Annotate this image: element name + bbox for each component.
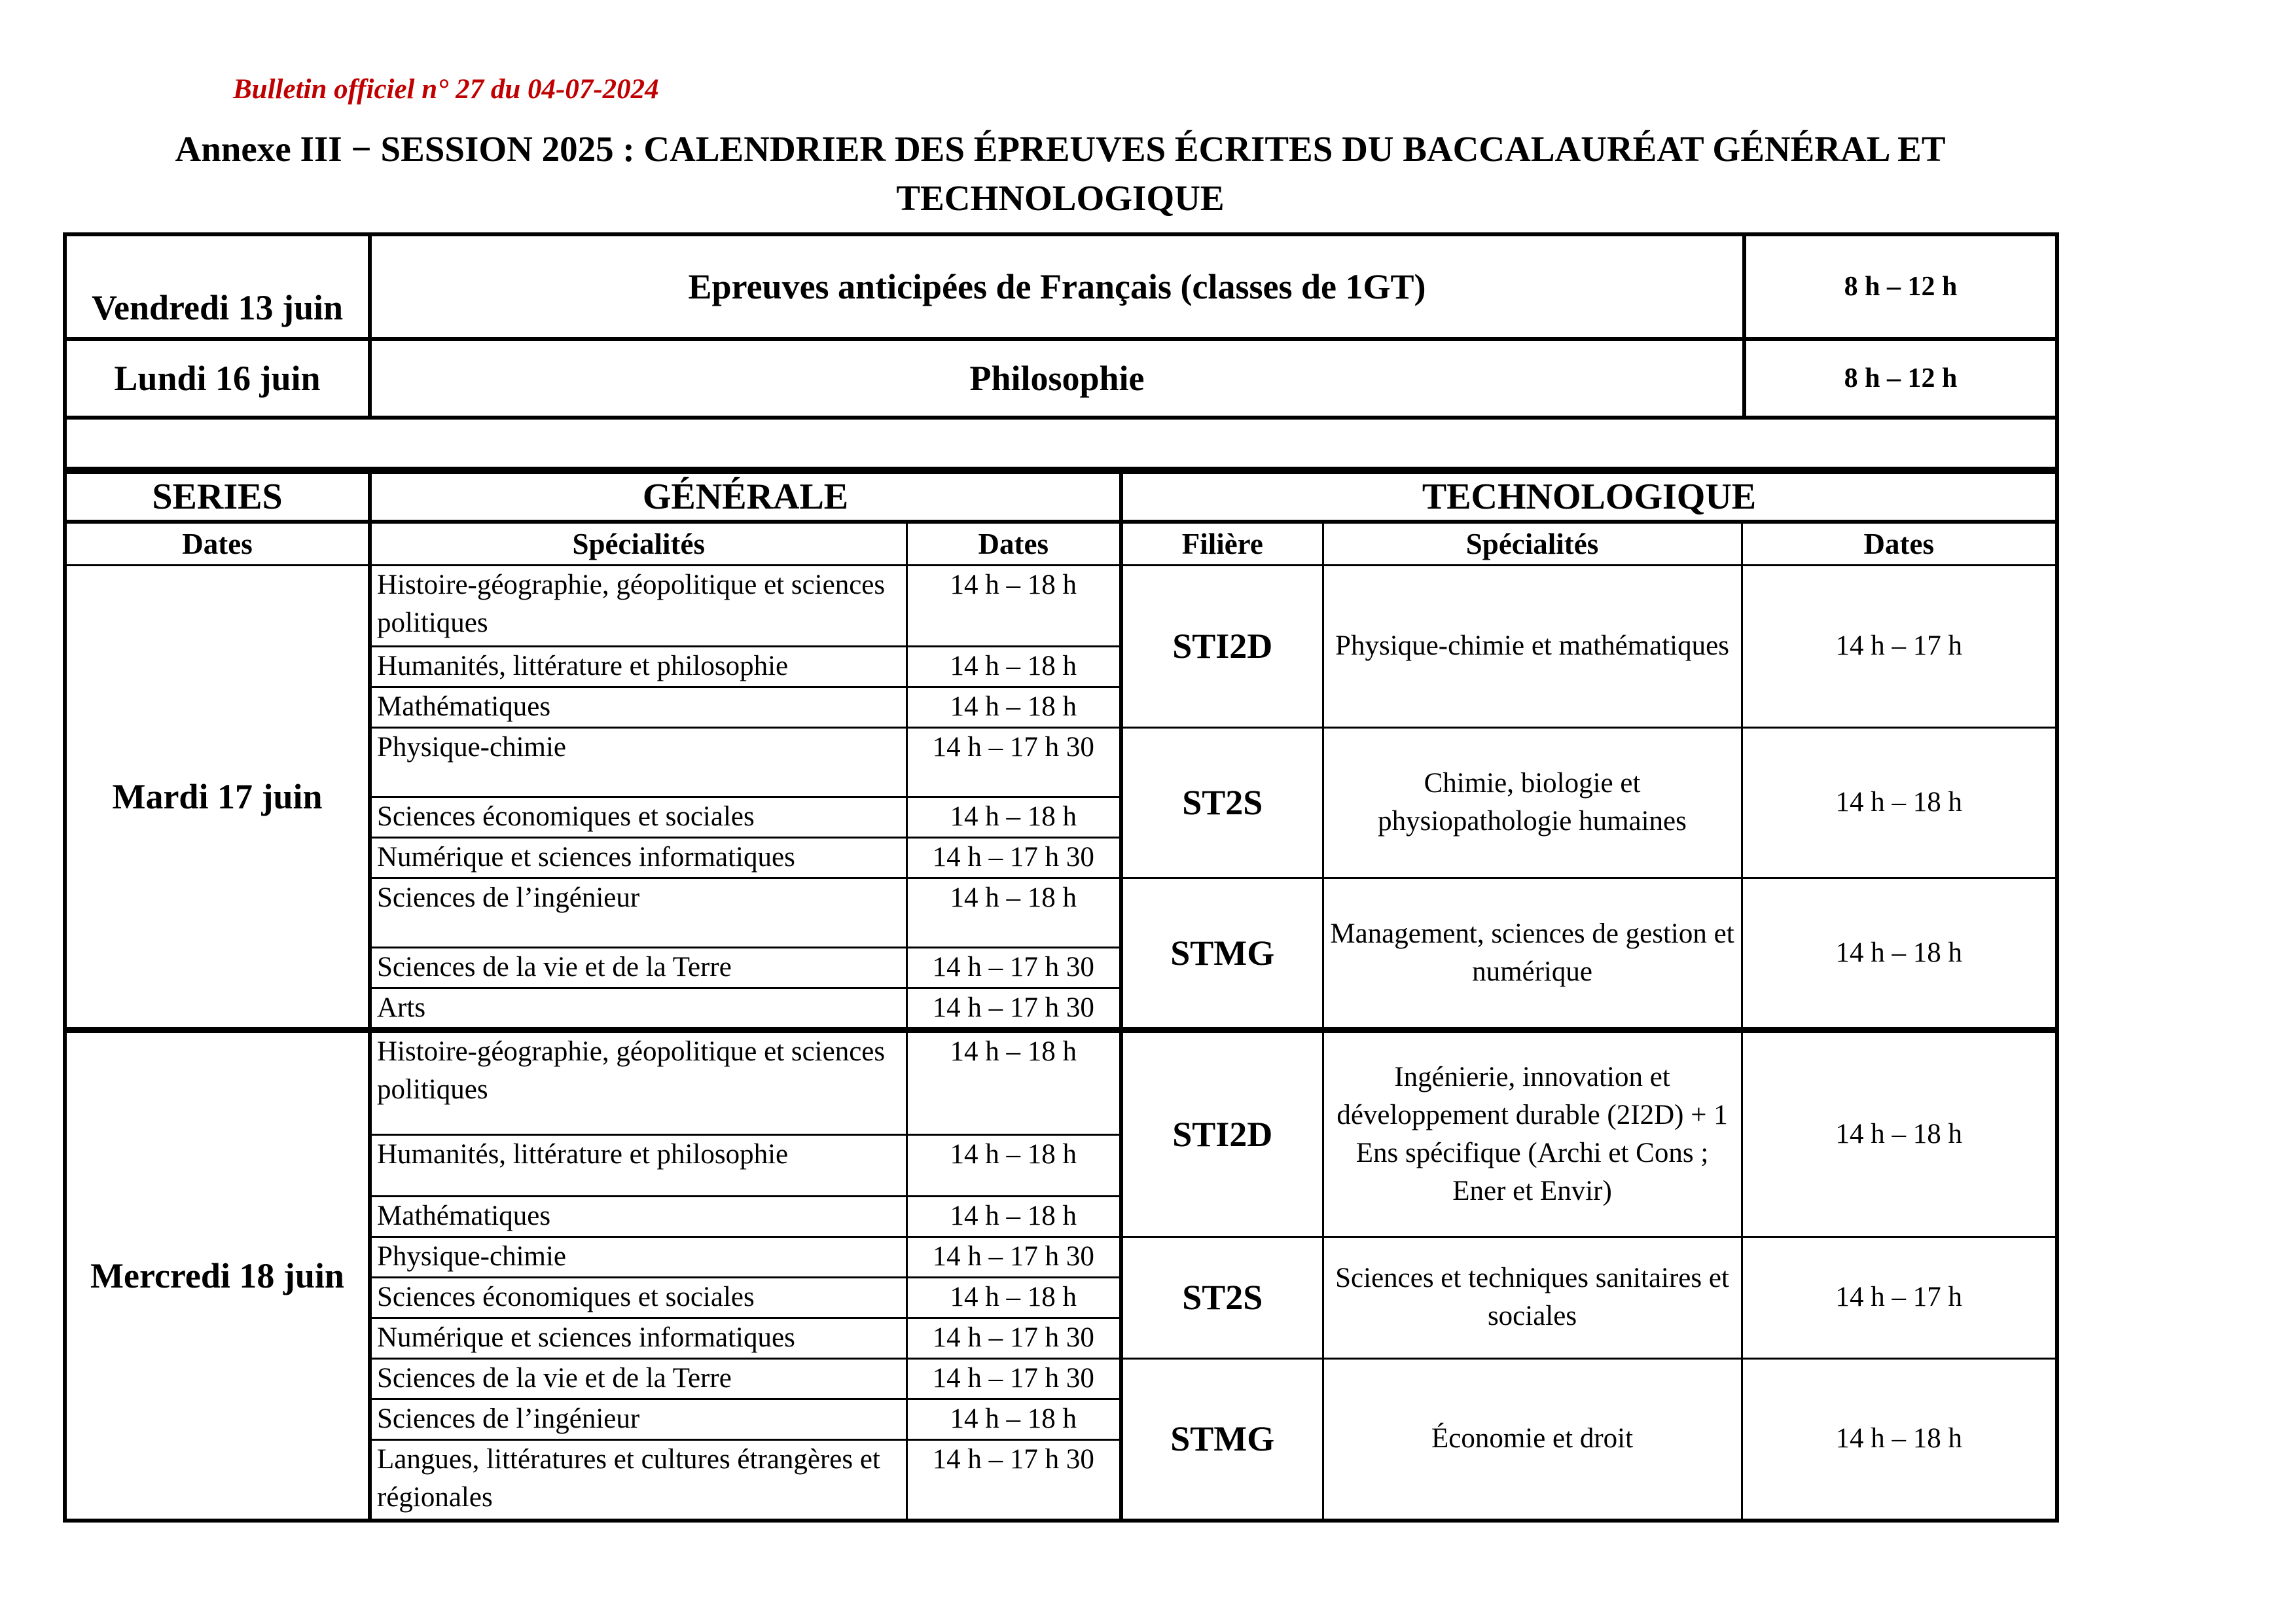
general-time: 14 h – 18 h: [906, 1277, 1121, 1318]
general-specialty: Sciences de la vie et de la Terre: [370, 1358, 906, 1399]
tech-time: 14 h – 18 h: [1742, 1358, 2057, 1521]
blank-cell: [65, 418, 2057, 469]
filiere-sti2d: STI2D: [1121, 565, 1323, 727]
specialties-exams-table: [63, 470, 2059, 1523]
general-time: 14 h – 18 h: [906, 1196, 1121, 1236]
filiere-header: Filière: [1121, 522, 1323, 565]
exam-date: Lundi 16 juin: [65, 339, 370, 418]
page-title-line-2: TECHNOLOGIQUE: [896, 178, 1225, 218]
exam-time: 8 h – 12 h: [1744, 234, 2057, 339]
table-row: [65, 339, 2057, 418]
general-specialty: Humanités, littérature et philosophie: [370, 1134, 906, 1196]
dates-header: Dates: [65, 522, 370, 565]
header-row: [65, 472, 2057, 522]
general-time: 14 h – 17 h 30: [906, 837, 1121, 878]
general-specialty: Numérique et sciences informatiques: [370, 1318, 906, 1358]
subheader-row: [65, 522, 2057, 565]
general-time: 14 h – 18 h: [906, 1030, 1121, 1134]
tech-time: 14 h – 18 h: [1742, 727, 2057, 878]
filiere-sti2d: STI2D: [1121, 1030, 1323, 1236]
exam-name: Epreuves anticipées de Français (classes de 1GT): [370, 234, 1744, 339]
page-title: [65, 124, 2055, 223]
generale-header: GÉNÉRALE: [370, 472, 1121, 522]
exam-name: Philosophie: [370, 339, 1744, 418]
dates-tech-header: Dates: [1742, 522, 2057, 565]
tech-time: 14 h – 18 h: [1742, 878, 2057, 1030]
specialites-header: Spécialités: [370, 522, 906, 565]
tech-specialty: Chimie, biologie et physiopathologie humaines: [1323, 727, 1742, 878]
general-time: 14 h – 17 h 30: [906, 1318, 1121, 1358]
page-title-line-1: Annexe III − SESSION 2025 : CALENDRIER DES ÉPREUVES ÉCRITES DU BACCALAURÉAT GÉNÉRAL ET: [175, 129, 1946, 169]
table-row: [65, 1030, 2057, 1134]
general-time: 14 h – 17 h 30: [906, 1439, 1121, 1521]
general-specialty: Physique-chimie: [370, 1236, 906, 1277]
table-row: [65, 234, 2057, 339]
filiere-stmg: STMG: [1121, 878, 1323, 1030]
tech-time: 14 h – 17 h: [1742, 565, 2057, 727]
general-specialty: Mathématiques: [370, 1196, 906, 1236]
general-time: 14 h – 18 h: [906, 797, 1121, 837]
general-specialty: Langues, littératures et cultures étrangères et régionales: [370, 1439, 906, 1521]
general-time: 14 h – 18 h: [906, 1134, 1121, 1196]
filiere-stmg: STMG: [1121, 1358, 1323, 1521]
general-specialty: Sciences de l’ingénieur: [370, 878, 906, 947]
tech-time: 14 h – 18 h: [1742, 1030, 2057, 1236]
spacer-row: [65, 418, 2057, 469]
general-time: 14 h – 17 h 30: [906, 947, 1121, 988]
general-specialty: Histoire-géographie, géopolitique et sciences politiques: [370, 565, 906, 646]
general-time: 14 h – 18 h: [906, 565, 1121, 646]
general-specialty: Sciences économiques et sociales: [370, 797, 906, 837]
tech-time: 14 h – 17 h: [1742, 1236, 2057, 1358]
general-time: 14 h – 17 h 30: [906, 1236, 1121, 1277]
general-specialty: Mathématiques: [370, 687, 906, 727]
general-specialty: Physique-chimie: [370, 727, 906, 797]
general-time: 14 h – 17 h 30: [906, 1358, 1121, 1399]
tech-specialty: Ingénierie, innovation et développement durable (2I2D) + 1 Ens spécifique (Archi et Cons ; Ener et Envir): [1323, 1030, 1742, 1236]
general-specialty: Sciences économiques et sociales: [370, 1277, 906, 1318]
tech-specialty: Économie et droit: [1323, 1358, 1742, 1521]
bulletin-reference: Bulletin officiel n° 27 du 04-07-2024: [233, 74, 659, 105]
day-wednesday: Mercredi 18 juin: [65, 1030, 370, 1521]
specialites-tech-header: Spécialités: [1323, 522, 1742, 565]
general-specialty: Arts: [370, 988, 906, 1030]
series-header: SERIES: [65, 472, 370, 522]
anticipated-exams-table: [63, 232, 2059, 471]
day-tuesday: Mardi 17 juin: [65, 565, 370, 1030]
general-time: 14 h – 18 h: [906, 1399, 1121, 1439]
technologique-header: TECHNOLOGIQUE: [1121, 472, 2057, 522]
exam-date: Vendredi 13 juin: [65, 234, 370, 339]
general-time: 14 h – 18 h: [906, 687, 1121, 727]
general-specialty: Numérique et sciences informatiques: [370, 837, 906, 878]
general-specialty: Sciences de l’ingénieur: [370, 1399, 906, 1439]
general-specialty: Sciences de la vie et de la Terre: [370, 947, 906, 988]
tech-specialty: Sciences et techniques sanitaires et sociales: [1323, 1236, 1742, 1358]
general-time: 14 h – 17 h 30: [906, 988, 1121, 1030]
general-specialty: Histoire-géographie, géopolitique et sciences politiques: [370, 1030, 906, 1134]
table-row: [65, 565, 2057, 646]
filiere-st2s: ST2S: [1121, 1236, 1323, 1358]
general-time: 14 h – 17 h 30: [906, 727, 1121, 797]
filiere-st2s: ST2S: [1121, 727, 1323, 878]
dates-generale-header: Dates: [906, 522, 1121, 565]
tech-specialty: Physique-chimie et mathématiques: [1323, 565, 1742, 727]
general-time: 14 h – 18 h: [906, 878, 1121, 947]
tech-specialty: Management, sciences de gestion et numérique: [1323, 878, 1742, 1030]
exam-time: 8 h – 12 h: [1744, 339, 2057, 418]
general-time: 14 h – 18 h: [906, 646, 1121, 687]
general-specialty: Humanités, littérature et philosophie: [370, 646, 906, 687]
